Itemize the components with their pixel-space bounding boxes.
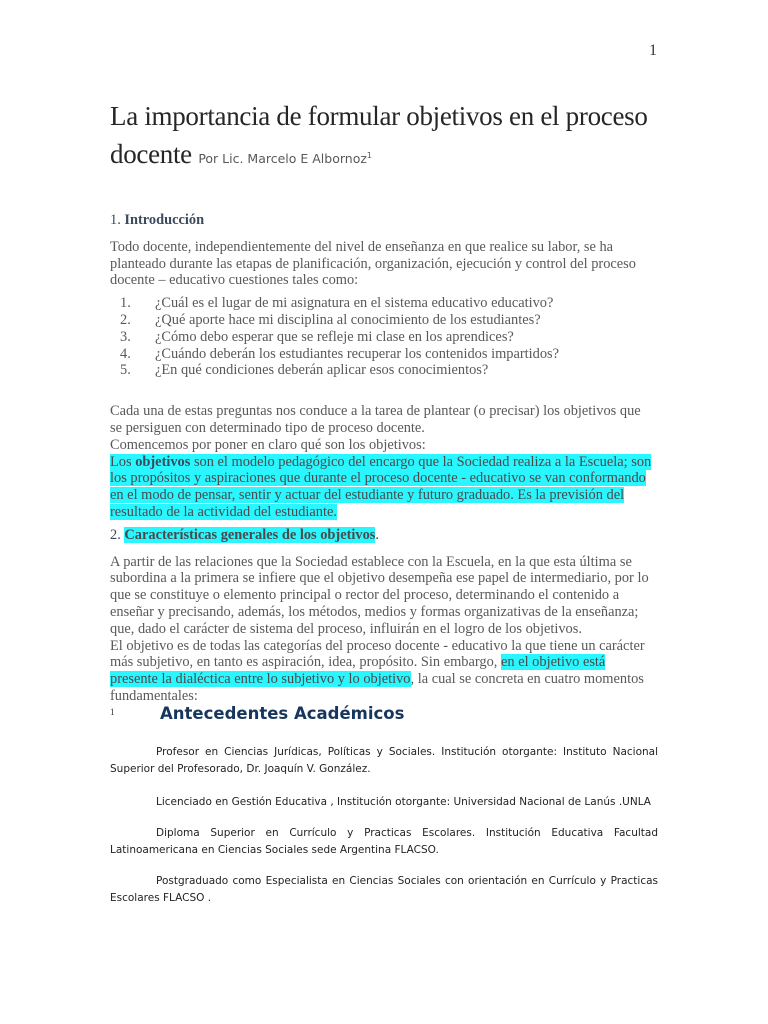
footnote-item: Profesor en Ciencias Jurídicas, Políticas y Sociales. Institución otorgante: Instituto Nacional Superior del Profesorado, Dr. Joaquín V. González. (110, 746, 658, 775)
section2-para1: A partir de las relaciones que la Sociedad establece con la Escuela, en la que esta última se subordina a la primera se infiere que el objetivo desempeña ese papel de intermediario, por lo que se constituye o elemento principal o rector del proceso, determinando el contenido a enseñar y precisando, además, los métodos, medios y formas organizativas de la enseñanza; que, dado el carácter de sistema del proceso, influirán en el logro de los objetivos. (110, 553, 649, 637)
section2-para2: El objetivo es de todas las categorías del proceso docente - educativo la que tiene un carácter más subjetivo, en tanto es aspiración, idea, propósito. Sin embargo, en el objetivo está presente la dialéctica entre lo subjetivo y lo objetivo, la cual se concreta en cuatro momentos fundamentales: (110, 637, 645, 704)
footnote-item: Diploma Superior en Currículo y Practicas Escolares. Institución Educativa Facultad Latinoamericana en Ciencias Sociales sede Argentina FLACSO. (110, 827, 658, 856)
highlighted-phrase: en el objetivo está presente la dialéctica entre lo subjetivo y lo objetivo (110, 654, 606, 688)
section2-heading-text: Características generales de los objetivos (124, 526, 376, 543)
objectives-term: objetivos (135, 453, 191, 470)
section1-number: 1. (110, 212, 121, 228)
author-byline (198, 151, 372, 166)
document-body (110, 212, 652, 705)
list-item: 4. ¿Cuándo deberán los estudiantes recuperar los contenidos impartidos? (120, 345, 560, 362)
list-item: 3. ¿Cómo debo esperar que se refleje mi clase en los aprendices? (120, 328, 514, 345)
section1-heading (110, 212, 652, 229)
list-item: 2. ¿Qué aporte hace mi disciplina al conocimiento de los estudiantes? (120, 311, 541, 328)
footnote-marker[interactable]: 1 (366, 150, 373, 160)
footnote-item: Licenciado en Gestión Educativa , Institución otorgante: Universidad Nacional de Lanús .UNLA (156, 796, 651, 808)
list-item: 5. ¿En qué condiciones deberán aplicar esos conocimientos? (120, 362, 489, 379)
list-item: 1. ¿Cuál es el lugar de mi asignatura en el sistema educativo educativo? (120, 295, 554, 312)
section2-number: 2. (110, 526, 121, 543)
title-text: La importancia de formular objetivos en el proceso docente (110, 101, 648, 169)
questions-list (110, 295, 652, 379)
footnote-title: Antecedentes Académicos (160, 704, 405, 723)
section1-para1: Cada una de estas preguntas nos conduce a la tarea de plantear (o precisar) los objetivos que se persiguen con determinado tipo de proceso docente. (110, 403, 641, 436)
footnote-item: Postgraduado como Especialista en Ciencias Sociales con orientación en Currículo y Practicas Escolares FLACSO . (110, 875, 658, 904)
section1-heading-text: Introducción (124, 212, 205, 228)
objectives-definition: Los objetivos son el modelo pedagógico del encargo que la Sociedad realiza a la Escuela; son los propósitos y aspiraciones que durante el proceso docente - educativo se van conformando en el modo de pensar, sentir y actuar del estudiante y futuro graduado. Es la previsión del resultado de la actividad del estudiante. (110, 453, 652, 520)
section2-heading: 2. Características generales de los objetivos. (110, 526, 379, 543)
footnote-number: 1 (110, 707, 115, 717)
author-name: Por Lic. Marcelo E Albornoz (198, 151, 367, 166)
section1-intro: Todo docente, independientemente del nivel de enseñanza en que realice su labor, se ha planteado durante las etapas de planificación, organización, ejecución y control del proceso docente – educativo cuestiones tales como: (110, 238, 636, 289)
page-number: 1 (649, 42, 657, 59)
section1-para2: Comencemos por poner en claro qué son los objetivos: (110, 436, 426, 453)
document-title (110, 97, 670, 178)
